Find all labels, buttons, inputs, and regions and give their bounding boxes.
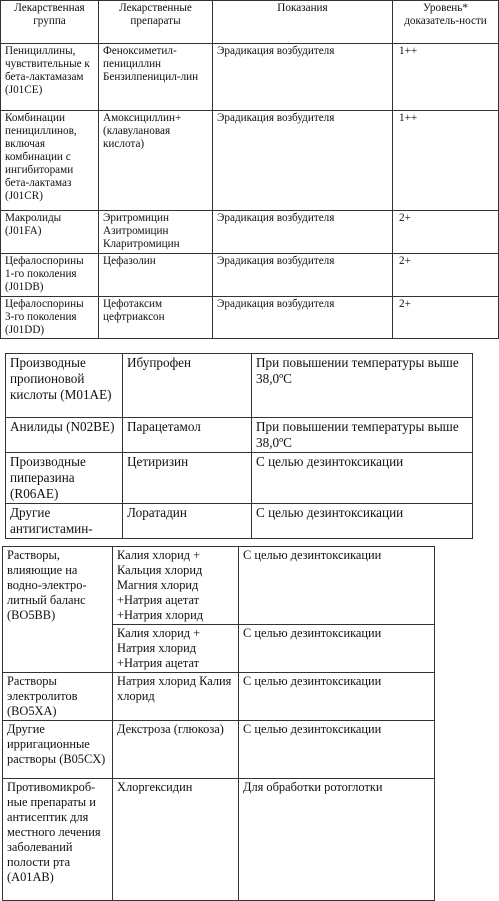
table-fragment-infusion (0, 546, 499, 900)
cell-group: Цефалоспорины 3-го поколения (J01DD) (1, 297, 99, 339)
cell-group: Растворы электролитов (BO5XA) (3, 673, 113, 721)
cell-group: Производные пиперазина (R06AE) (6, 453, 123, 504)
cell-drugs: Калия хлорид + Кальция хлорид Магния хлорид +Натрия ацетат +Натрия хлорид (113, 547, 239, 625)
cell-indication: Эрадикация возбудителя (213, 254, 393, 297)
header-drug-group: Лекарственная группа (1, 1, 99, 44)
cell-group: Производные пропионовой кислоты (M01AE) (6, 354, 123, 418)
infusion-table (2, 546, 435, 901)
table-row (6, 504, 473, 539)
header-indications: Показания (213, 1, 393, 44)
cell-level: 2+ (393, 297, 499, 339)
table-row (1, 211, 499, 254)
cell-group: Растворы, влияющие на водно-электро-литный баланс (BO5BB) (3, 547, 113, 673)
table-row (1, 254, 499, 297)
cell-drugs: Цефазолин (99, 254, 213, 297)
header-evidence-level: Уровень* доказатель-ности (393, 1, 499, 44)
cell-drugs: Лоратадин (123, 504, 252, 539)
cell-group: Противомикроб-ные препараты и антисептик для местного лечения заболеваний полости рта (A01AB) (3, 779, 113, 901)
table-row (6, 453, 473, 504)
cell-drugs: Эритромицин Азитромицин Кларитромицин (99, 211, 213, 254)
cell-indication: С целью дезинтоксикации (239, 721, 435, 779)
cell-level: 2+ (393, 254, 499, 297)
cell-indication: Эрадикация возбудителя (213, 297, 393, 339)
cell-indication: При повышении температуры выше 38,0ºС (252, 354, 473, 418)
table-row (3, 779, 435, 901)
cell-indication: С целью дезинтоксикации (239, 625, 435, 673)
cell-drugs: Калия хлорид + Натрия хлорид +Натрия ацетат (113, 625, 239, 673)
cell-indication: С целью дезинтоксикации (252, 453, 473, 504)
table-header-row (1, 1, 499, 44)
cell-drugs: Парацетамол (123, 418, 252, 453)
cell-group: Анилиды (N02BE) (6, 418, 123, 453)
cell-level: 1++ (393, 44, 499, 111)
table-row (3, 721, 435, 779)
cell-drugs: Феноксиметил-пенициллин Бензилпеницил-лин (99, 44, 213, 111)
table-row (1, 111, 499, 211)
table-row (6, 418, 473, 453)
cell-indication: С целью дезинтоксикации (239, 547, 435, 625)
cell-drugs: Хлоргексидин (113, 779, 239, 901)
cell-indication: С целью дезинтоксикации (252, 504, 473, 539)
cell-group: Другие антигистамин- (6, 504, 123, 539)
cell-indication: С целью дезинтоксикации (239, 673, 435, 721)
cell-group: Цефалоспорины 1-го поколения (J01DB) (1, 254, 99, 297)
symptomatic-table (5, 353, 473, 539)
cell-indication: Эрадикация возбудителя (213, 44, 393, 111)
cell-indication: Эрадикация возбудителя (213, 111, 393, 211)
cell-group: Макролиды (J01FA) (1, 211, 99, 254)
cell-level: 2+ (393, 211, 499, 254)
cell-drugs: Цетиризин (123, 453, 252, 504)
cell-drugs: Амоксициллин+ (клавулановая кислота) (99, 111, 213, 211)
cell-drugs: Натрия хлорид Калия хлорид (113, 673, 239, 721)
cell-group: Пенициллины, чувствительные к бета-лактамазам (J01CE) (1, 44, 99, 111)
cell-indication: При повышении температуры выше 38,0ºС (252, 418, 473, 453)
table-row (3, 673, 435, 721)
cell-indication: Для обработки ротоглотки (239, 779, 435, 901)
table-fragment-antibiotics (0, 0, 499, 336)
table-row (1, 44, 499, 111)
antibiotics-table (0, 0, 499, 339)
cell-group: Другие ирригационные растворы (B05CX) (3, 721, 113, 779)
cell-indication: Эрадикация возбудителя (213, 211, 393, 254)
header-drugs: Лекарственные препараты (99, 1, 213, 44)
cell-drugs: Ибупрофен (123, 354, 252, 418)
table-fragment-symptomatic (0, 350, 499, 536)
cell-drugs: Декстроза (глюкоза) (113, 721, 239, 779)
table-row (3, 547, 435, 625)
cell-group: Комбинации пенициллинов, включая комбинации с ингибиторами бета-лактамаз (J01CR) (1, 111, 99, 211)
cell-drugs: Цефотаксим цефтриаксон (99, 297, 213, 339)
table-row (1, 297, 499, 339)
table-row (6, 354, 473, 418)
cell-level: 1++ (393, 111, 499, 211)
